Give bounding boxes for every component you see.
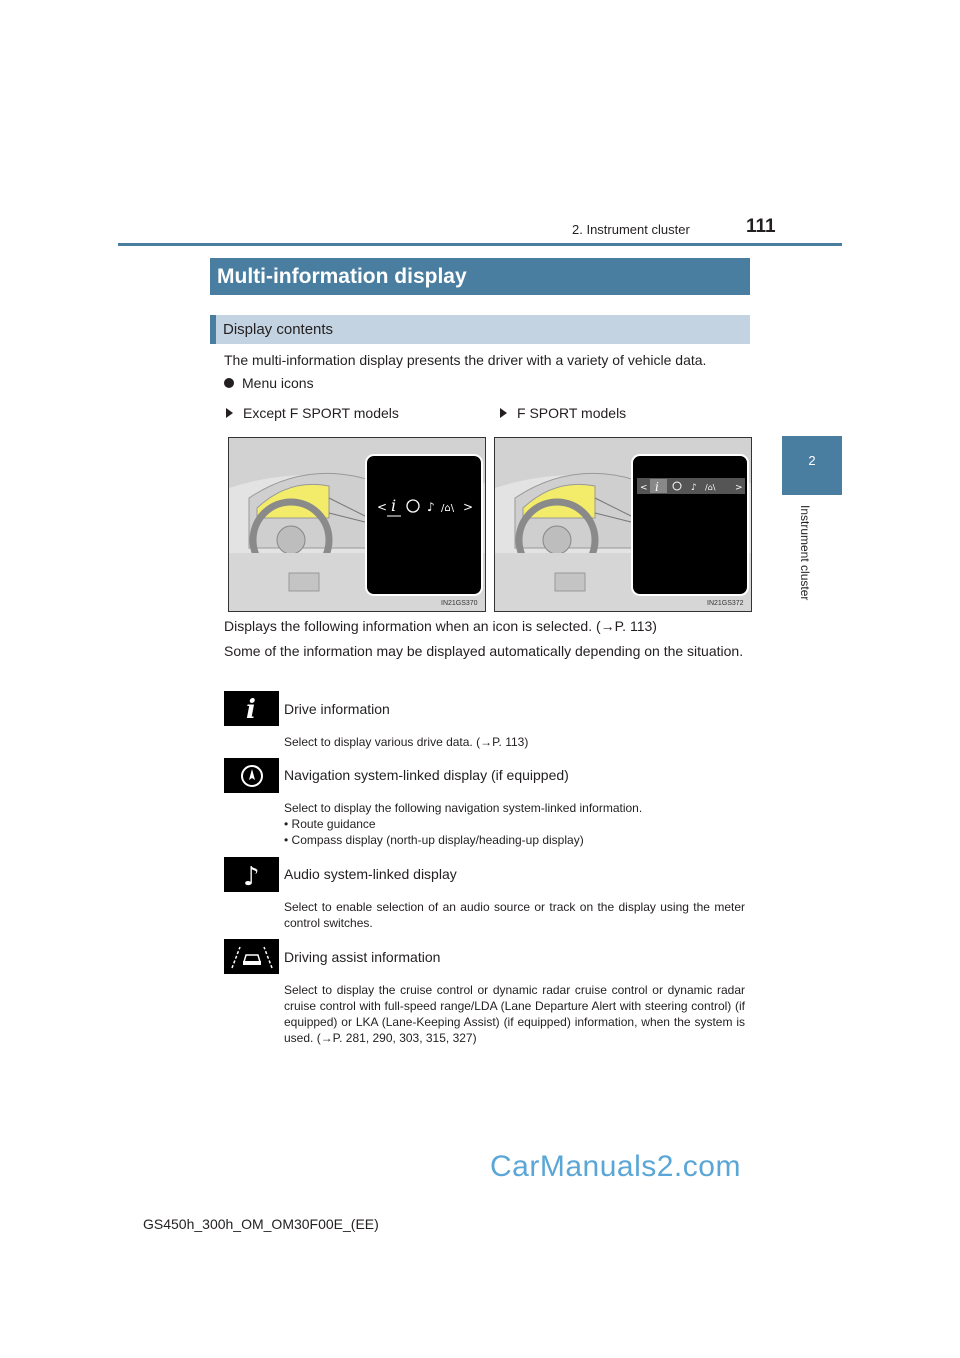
svg-text:♪: ♪: [427, 500, 435, 514]
svg-text:i: i: [655, 480, 659, 494]
svg-text:/⌂\: /⌂\: [441, 503, 455, 514]
illustration-fsport: [494, 437, 752, 612]
item-desc-navigation: Select to display the following navigation system-linked information. • Route guidance • Compass display (north-up display/heading-up display): [284, 801, 643, 847]
header-rule: [118, 243, 842, 246]
bullet-dot-icon: [224, 378, 234, 388]
svg-text:<: <: [640, 483, 648, 493]
item-desc-driving-assist: Select to display the cruise control or dynamic radar cruise control or dynamic radar cruise control with full-speed range/LDA (Lane Departure Alert with steering control) (if equipped) or LKA (Lane-Keeping Assist) (if equipped) information, when the system is used. (→P. 281, 290, 303, 315, 327): [284, 983, 745, 1045]
intro-text: The multi-information display presents the driver with a variety of vehicle data.: [224, 352, 707, 368]
paragraph-auto-display: Some of the information may be displayed automatically depending on the situation.: [224, 643, 744, 659]
svg-text:/⌂\: /⌂\: [705, 483, 716, 492]
illustration-except-fsport: [228, 437, 486, 612]
svg-text:♪: ♪: [242, 861, 260, 889]
item-desc-audio: Select to enable selection of an audio source or track on the display using the meter control switches.: [284, 900, 745, 930]
bullet-menu-icons: Menu icons: [224, 375, 314, 391]
triangle-icon: [500, 408, 507, 418]
chapter-side-label: Instrument cluster: [798, 505, 812, 601]
chapter-tab: 2: [782, 436, 842, 495]
item-title-drive-information: Drive information: [284, 701, 390, 717]
page-number: 111: [746, 216, 776, 237]
watermark: CarManuals2.com: [490, 1150, 741, 1183]
model-label-fsport: F SPORT models: [500, 405, 626, 421]
svg-text:>: >: [735, 483, 743, 493]
driving-assist-icon: [224, 939, 279, 974]
item-title-audio: Audio system-linked display: [284, 866, 457, 882]
page-title: Multi-information display: [210, 258, 750, 295]
svg-text:<: <: [377, 500, 388, 514]
item-desc-drive-information: Select to display various drive data. (→P. 113): [284, 735, 529, 749]
navigation-icon: [224, 758, 279, 793]
footer-document-code: GS450h_300h_OM_OM30F00E_(EE): [143, 1216, 379, 1232]
image-code: IN21GS370: [441, 600, 478, 607]
item-title-navigation: Navigation system-linked display (if equipped): [284, 767, 569, 783]
info-icon: [224, 691, 279, 726]
svg-text:>: >: [463, 500, 474, 514]
section-subtitle: Display contents: [210, 315, 750, 344]
svg-text:♪: ♪: [691, 483, 697, 493]
music-note-icon: [224, 857, 279, 892]
section-header: 2. Instrument cluster: [572, 222, 690, 237]
paragraph-select-icon: Displays the following information when an icon is selected. (→P. 113): [224, 618, 657, 634]
image-code: IN21GS372: [707, 600, 744, 607]
model-label-except-fsport: Except F SPORT models: [226, 405, 399, 421]
item-title-driving-assist: Driving assist information: [284, 949, 441, 965]
svg-text:i: i: [391, 496, 397, 515]
svg-text:i: i: [245, 695, 256, 722]
triangle-icon: [226, 408, 233, 418]
